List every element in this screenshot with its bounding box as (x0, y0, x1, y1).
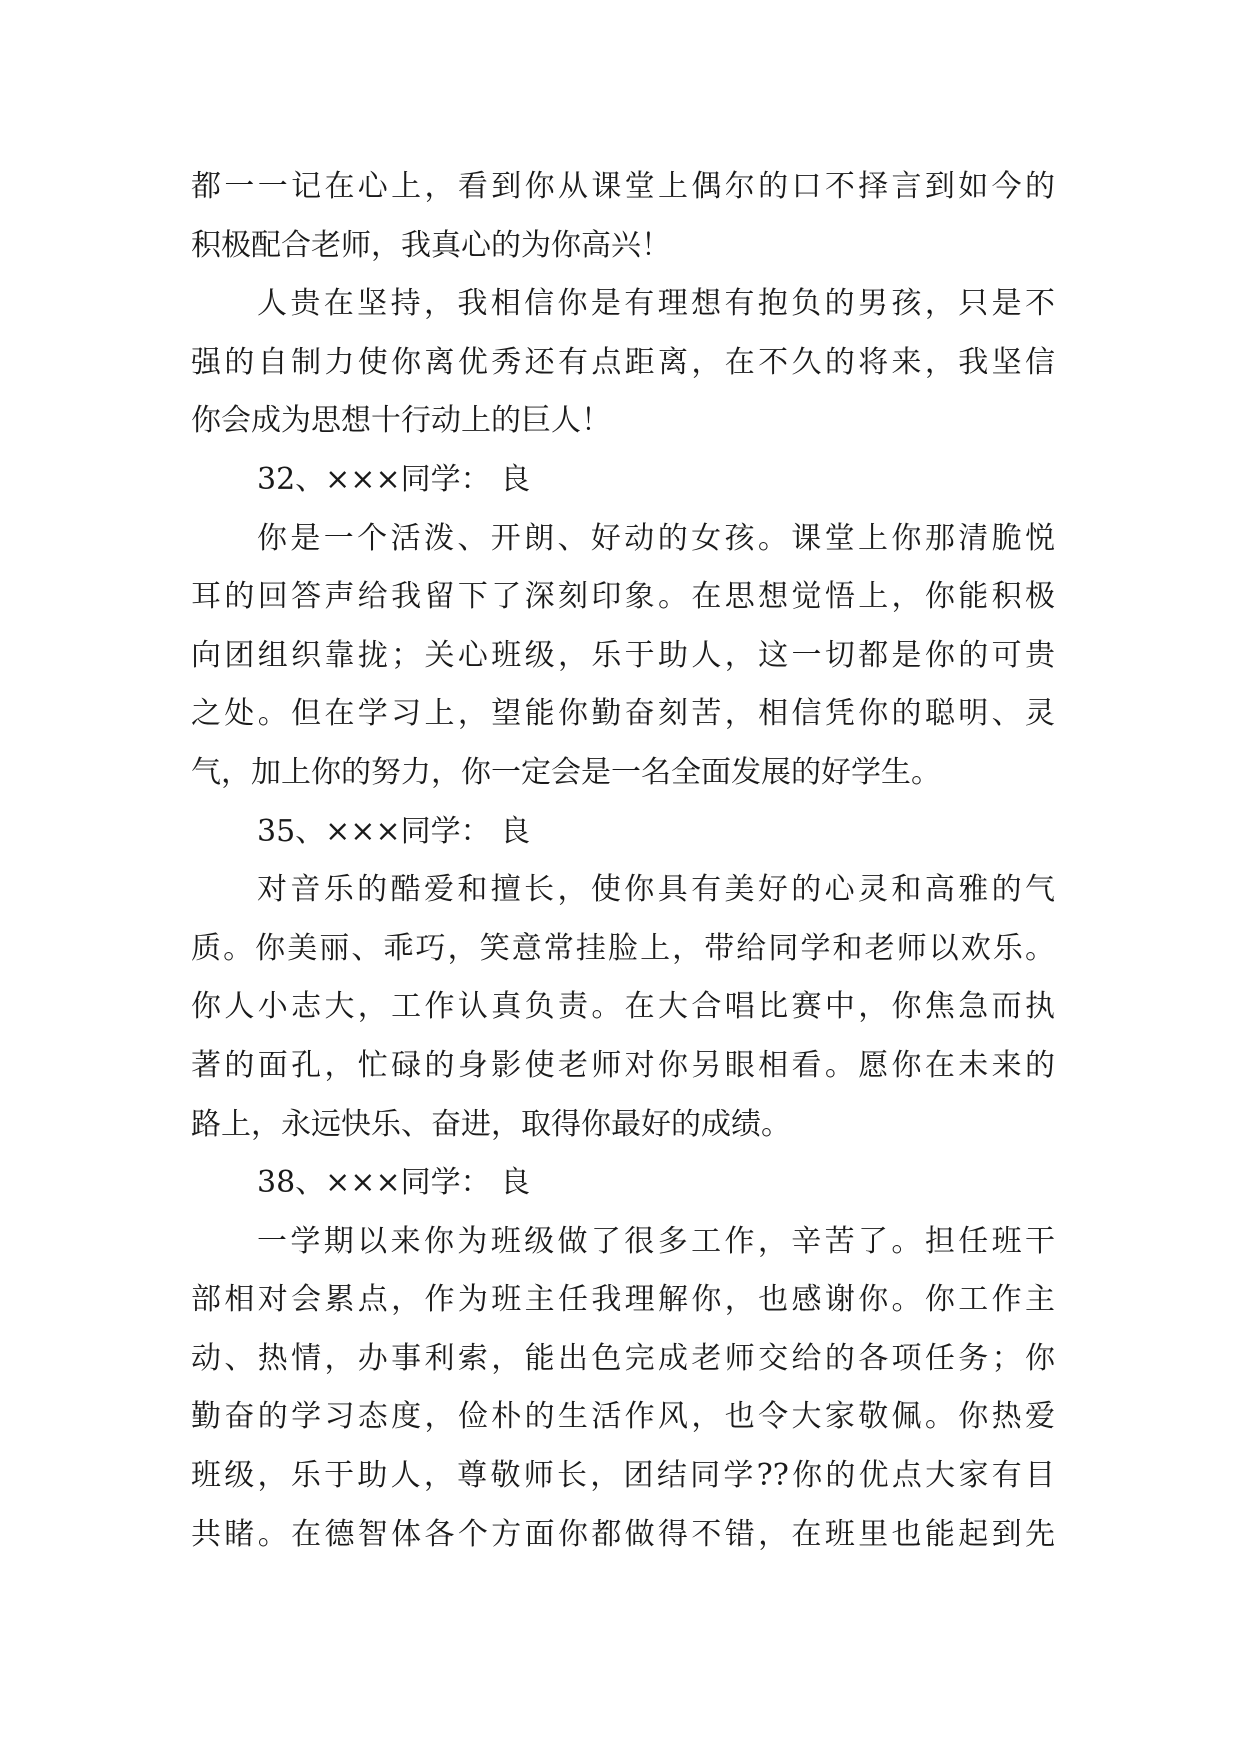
student-heading: 38、×××同学： 良 (257, 1165, 531, 1201)
student-heading: 32、×××同学： 良 (257, 461, 531, 497)
text-line: 之处。但在学习上，望能你勤奋刻苦，相信凭你的聪明、灵 (191, 696, 1055, 732)
document-body (191, 158, 1055, 1564)
text-line: 路上，永远快乐、奋进，取得你最好的成绩。 (191, 1106, 791, 1142)
text-line: 著的面孔，忙碌的身影使老师对你另眼相看。愿你在未来的 (191, 1047, 1055, 1083)
paragraph-start-line: 一学期以来你为班级做了很多工作，辛苦了。担任班干 (257, 1223, 1055, 1259)
text-line: 班级，乐于助人，尊敬师长，团结同学??你的优点大家有目 (191, 1458, 1055, 1494)
text-line: 质。你美丽、乖巧，笑意常挂脸上，带给同学和老师以欢乐。 (191, 930, 1055, 966)
paragraph-start-line: 对音乐的酷爱和擅长，使你具有美好的心灵和高雅的气 (257, 872, 1055, 908)
text-line: 强的自制力使你离优秀还有点距离，在不久的将来，我坚信 (191, 344, 1055, 380)
text-line: 共睹。在德智体各个方面你都做得不错，在班里也能起到先 (191, 1516, 1055, 1552)
text-line: 积极配合老师，我真心的为你高兴！ (191, 227, 671, 263)
text-line: 你人小志大，工作认真负责。在大合唱比赛中，你焦急而执 (191, 989, 1055, 1025)
text-line: 都一一记在心上，看到你从课堂上偶尔的口不择言到如今的 (191, 169, 1055, 204)
paragraph-start-line: 人贵在坚持，我相信你是有理想有抱负的男孩，只是不 (257, 286, 1055, 322)
text-line: 耳的回答声给我留下了深刻印象。在思想觉悟上，你能积极 (191, 579, 1055, 615)
text-line: 向团组织靠拢；关心班级，乐于助人，这一切都是你的可贵 (191, 637, 1055, 673)
text-line: 动、热情，办事利索，能出色完成老师交给的各项任务；你 (191, 1340, 1055, 1376)
text-line: 部相对会累点，作为班主任我理解你，也感谢你。你工作主 (191, 1282, 1055, 1318)
text-line: 你会成为思想十行动上的巨人！ (191, 403, 611, 439)
text-line: 气，加上你的努力，你一定会是一名全面发展的好学生。 (191, 754, 941, 790)
text-line: 勤奋的学习态度，俭朴的生活作风，也令大家敬佩。你热爱 (191, 1399, 1055, 1435)
paragraph-start-line: 你是一个活泼、开朗、好动的女孩。课堂上你那清脆悦 (257, 520, 1055, 556)
student-heading: 35、×××同学： 良 (257, 813, 531, 849)
